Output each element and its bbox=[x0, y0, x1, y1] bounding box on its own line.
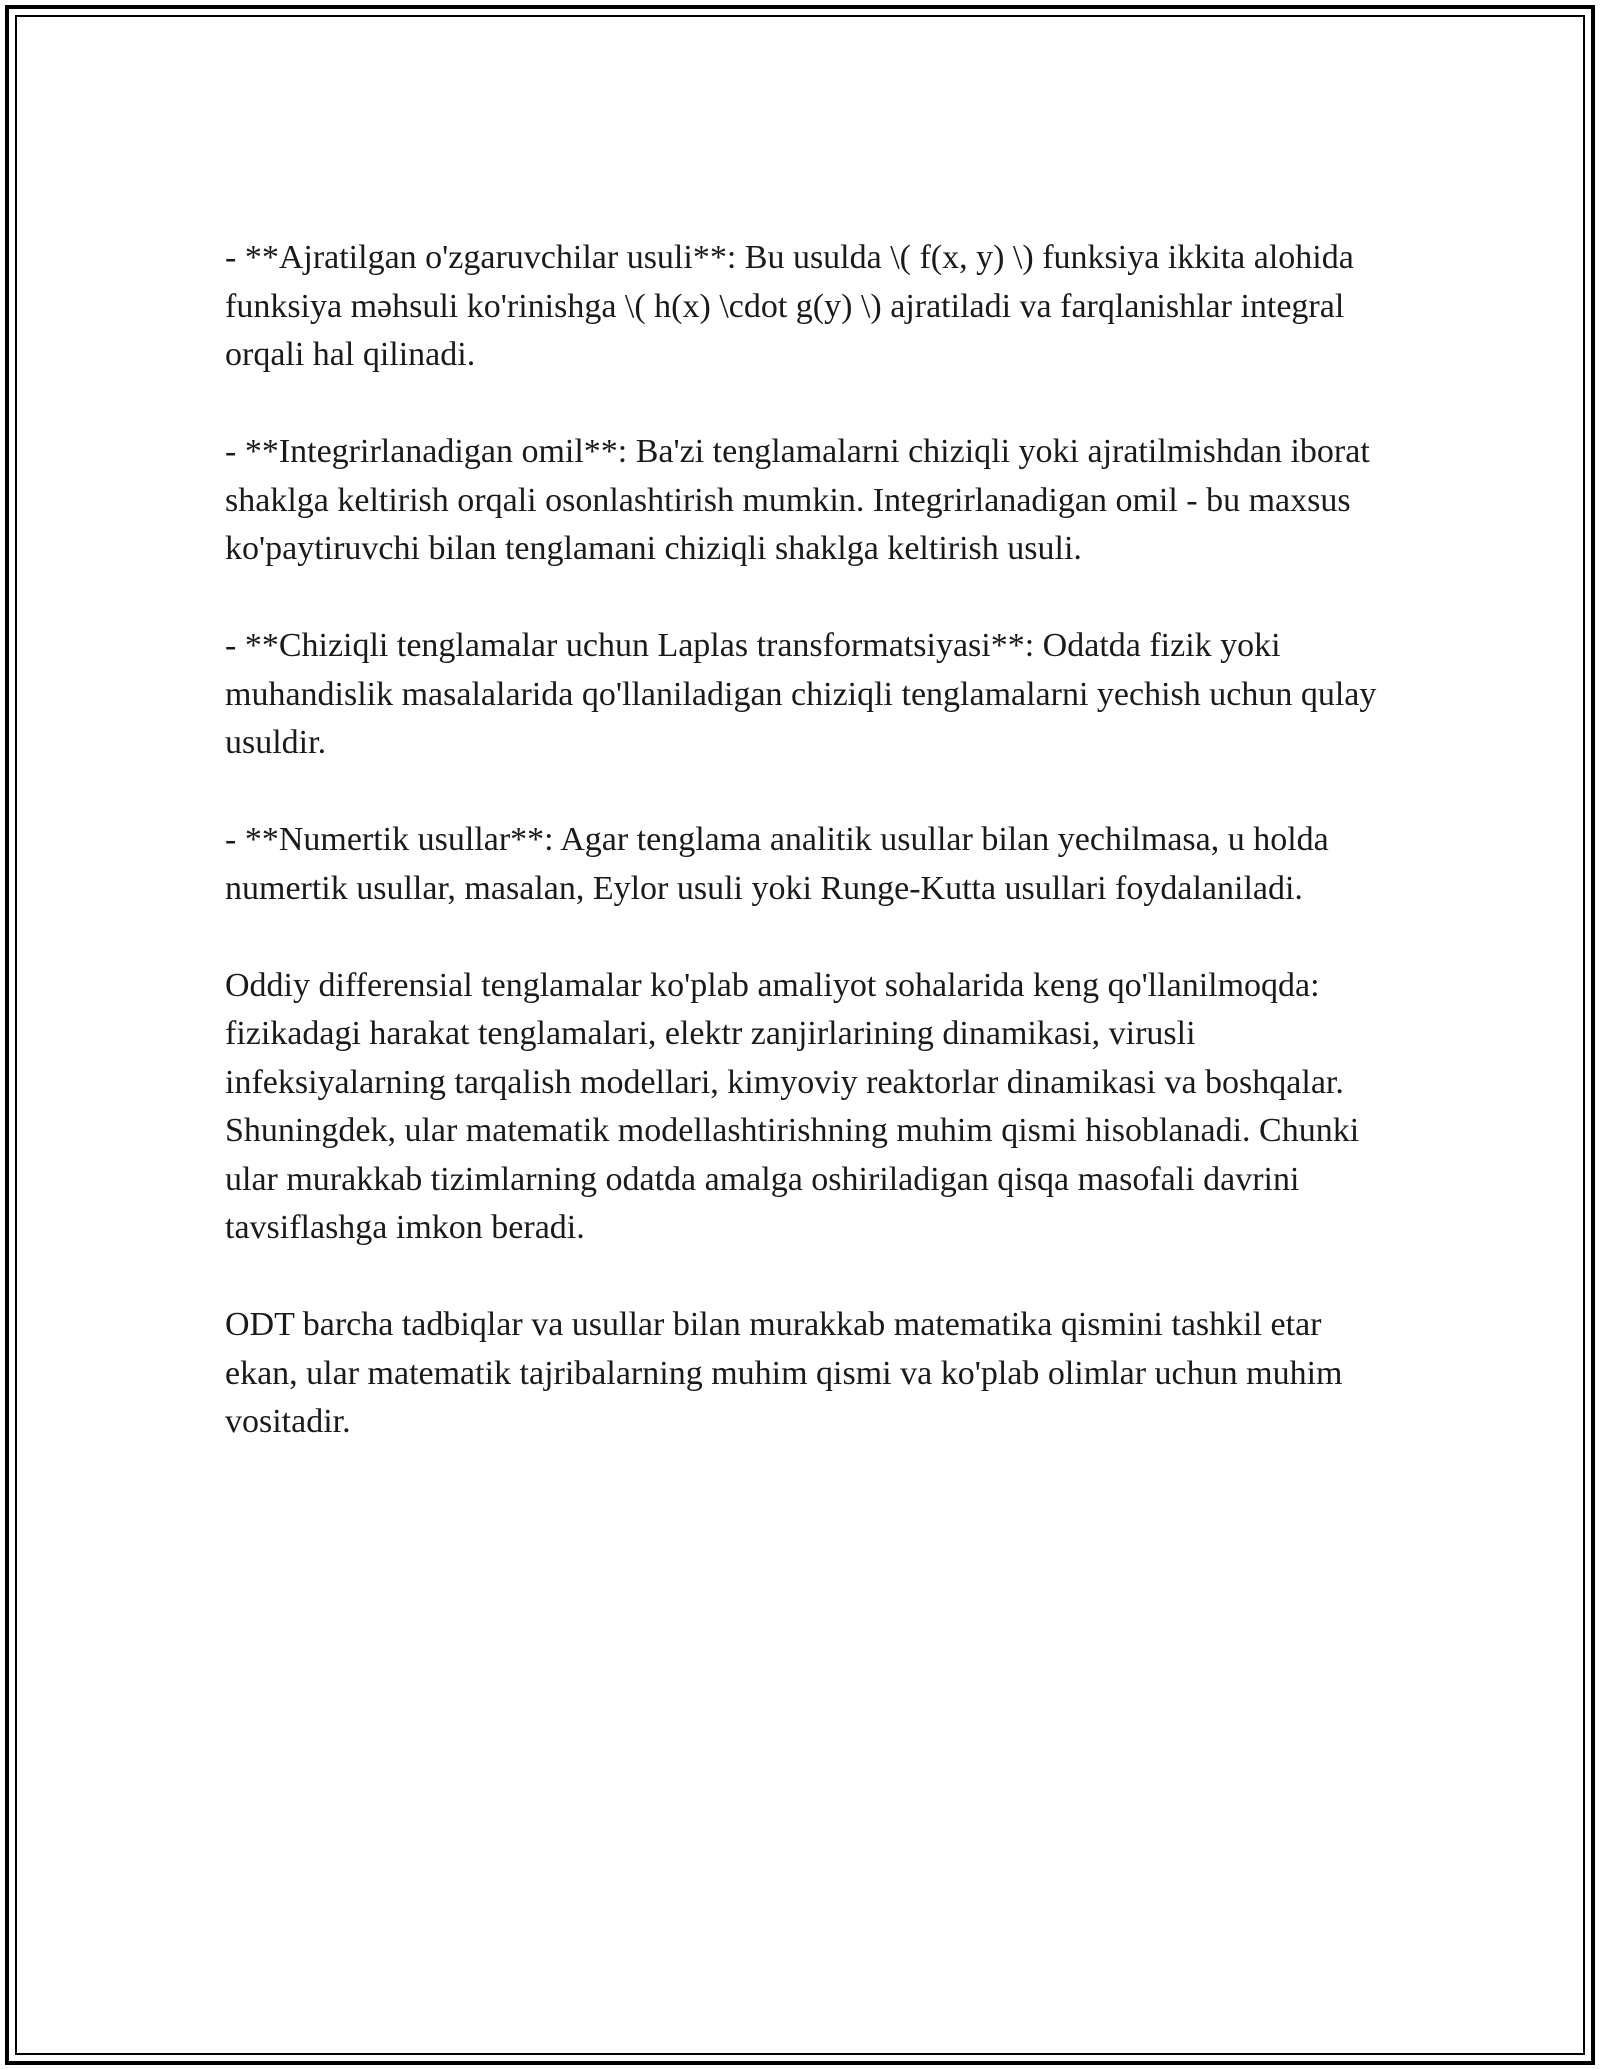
paragraph-integrating-factor: - **Integrirlanadigan omil**: Ba'zi tenglamalarni chiziqli yoki ajratilmishdan iborat shaklga keltirish orqali osonlashtirish mumkin. Integrirlanadigan omil - bu maxsus ko'paytiruvchi bilan tenglamani chiziqli shaklga keltirish usuli. bbox=[225, 433, 1370, 567]
paragraph-numerical-methods: - **Numertik usullar**: Agar tenglama analitik usullar bilan yechilmasa, u holda numertik usullar, masalan, Eylor usuli yoki Runge-Kutta usullari foydalaniladi. bbox=[225, 821, 1329, 907]
paragraph-separated-variables: - **Ajratilgan o'zgaruvchilar usuli**: Bu usulda \( f(x, y) \) funksiya ikkita alohida funksiya məhsuli ko'rinishga \( h(x) \cdot g(y) \) ajratiladi va farqlanishlar integral orqali hal qilinadi. bbox=[225, 239, 1354, 373]
document-body bbox=[225, 234, 1385, 1495]
paragraph-applications: Oddiy differensial tenglamalar ko'plab amaliyot sohalarida keng qo'llanilmoqda: fizikadagi harakat tenglamalari, elektr zanjirlarining dinamikasi, virusli infeksiyalarning tarqalish modellari, kimyoviy reaktorlar dinamikasi va boshqalar. Shuningdek, ular matematik modellashtirishning muhim qismi hisoblanadi. Chunki ular murakkab tizimlarning odatda amalga oshiriladigan qisqa masofali davrini tavsiflashga imkon beradi. bbox=[225, 966, 1360, 1246]
paragraph-conclusion: ODT barcha tadbiqlar va usullar bilan murakkab matematika qismini tashkil etar ekan, ular matematik tajribalarning muhim qismi va ko'plab olimlar uchun muhim vositadir. bbox=[225, 1306, 1343, 1440]
paragraph-laplace-transform: - **Chiziqli tenglamalar uchun Laplas transformatsiyasi**: Odatda fizik yoki muhandislik masalalarida qo'llaniladigan chiziqli tenglamalarni yechish uchun qulay usuldir. bbox=[225, 627, 1377, 761]
